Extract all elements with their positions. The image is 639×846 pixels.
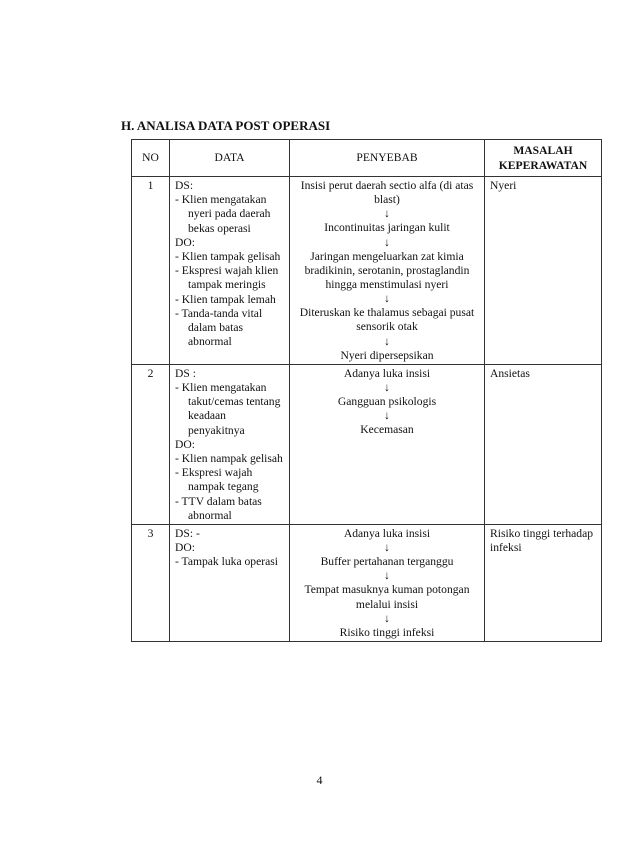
do-item: - Ekspresi wajah klien tampak meringis [175,264,279,292]
header-masalah [485,140,602,177]
table-row [132,364,602,524]
down-arrow-icon: ↓ [384,611,390,625]
ds-label: DS: - [175,527,200,541]
cause-step: Tempat masuknya kuman potongan melalui insisi [304,583,470,611]
cause-cell [290,525,485,642]
header-masalah-line2: KEPERAWATAN [498,159,588,172]
header-masalah-line1: MASALAH [513,144,573,157]
do-item: - TTV dalam batas abnormal [175,494,262,522]
do-item: - Tanda-tanda vital dalam batas abnormal [175,306,263,349]
do-label: DO: [175,541,195,555]
page-number: 4 [316,773,323,787]
cause-step: Insisi perut daerah sectio alfa (di atas blast) [300,179,474,207]
data-cell [170,364,290,524]
cause-step: Incontinuitas jaringan kulit [324,221,450,235]
cause-step: Kecemasan [360,423,414,437]
down-arrow-icon: ↓ [384,207,390,221]
ds-label: DS: [175,179,194,192]
table-row [132,525,602,642]
data-cell [170,177,290,365]
down-arrow-icon: ↓ [384,541,390,555]
cause-step: Buffer pertahanan terganggu [320,555,454,569]
cause-step: Adanya luka insisi [343,366,431,380]
table-body [132,177,602,642]
header-penyebab: PENYEBAB [290,140,485,177]
ds-item: - Klien mengatakan nyeri pada daerah bekas operasi [175,193,271,235]
ds-item: - Klien mengatakan takut/cemas tentang keadaan penyakitnya [175,381,281,437]
down-arrow-icon: ↓ [384,409,390,423]
row-number: 3 [132,525,170,642]
header-data: DATA [170,140,290,177]
down-arrow-icon: ↓ [384,292,390,306]
do-item: - Klien tampak gelisah [175,250,281,264]
cause-step: Adanya luka insisi [343,527,431,541]
masalah-cell: Ansietas [485,364,602,524]
row-number: 1 [132,177,170,365]
cause-cell [290,364,485,524]
masalah-cell: Nyeri [485,177,602,365]
down-arrow-icon: ↓ [384,235,390,249]
down-arrow-icon: ↓ [384,569,390,583]
do-label: DO: [175,235,195,249]
cause-step: Nyeri dipersepsikan [340,348,434,362]
ds-label: DS : [175,366,196,380]
row-number: 2 [132,364,170,524]
cause-step: Risiko tinggi infeksi [339,625,435,639]
cause-step: Gangguan psikologis [337,395,437,409]
down-arrow-icon: ↓ [384,381,390,395]
do-label: DO: [175,437,195,451]
cause-step: Diteruskan ke thalamus sebagai pusat sensorik otak [299,306,475,334]
cause-step: Jaringan mengeluarkan zat kimia bradikinin, serotanin, prostaglandin hingga menstimulasi nyeri [304,249,470,292]
do-item: - Klien tampak lemah [175,292,276,306]
do-item: - Tampak luka operasi [175,555,278,569]
table-header-row [132,140,602,177]
do-item: - Ekspresi wajah nampak tegang [175,466,259,494]
down-arrow-icon: ↓ [384,334,390,348]
analysis-table [131,139,602,642]
cause-cell [290,177,485,365]
data-cell [170,525,290,642]
masalah-cell: Risiko tinggi terhadap infeksi [485,525,602,642]
do-item: - Klien nampak gelisah [175,452,283,466]
section-heading: H. ANALISA DATA POST OPERASI [121,118,331,133]
header-no: NO [132,140,170,177]
table-row [132,177,602,365]
